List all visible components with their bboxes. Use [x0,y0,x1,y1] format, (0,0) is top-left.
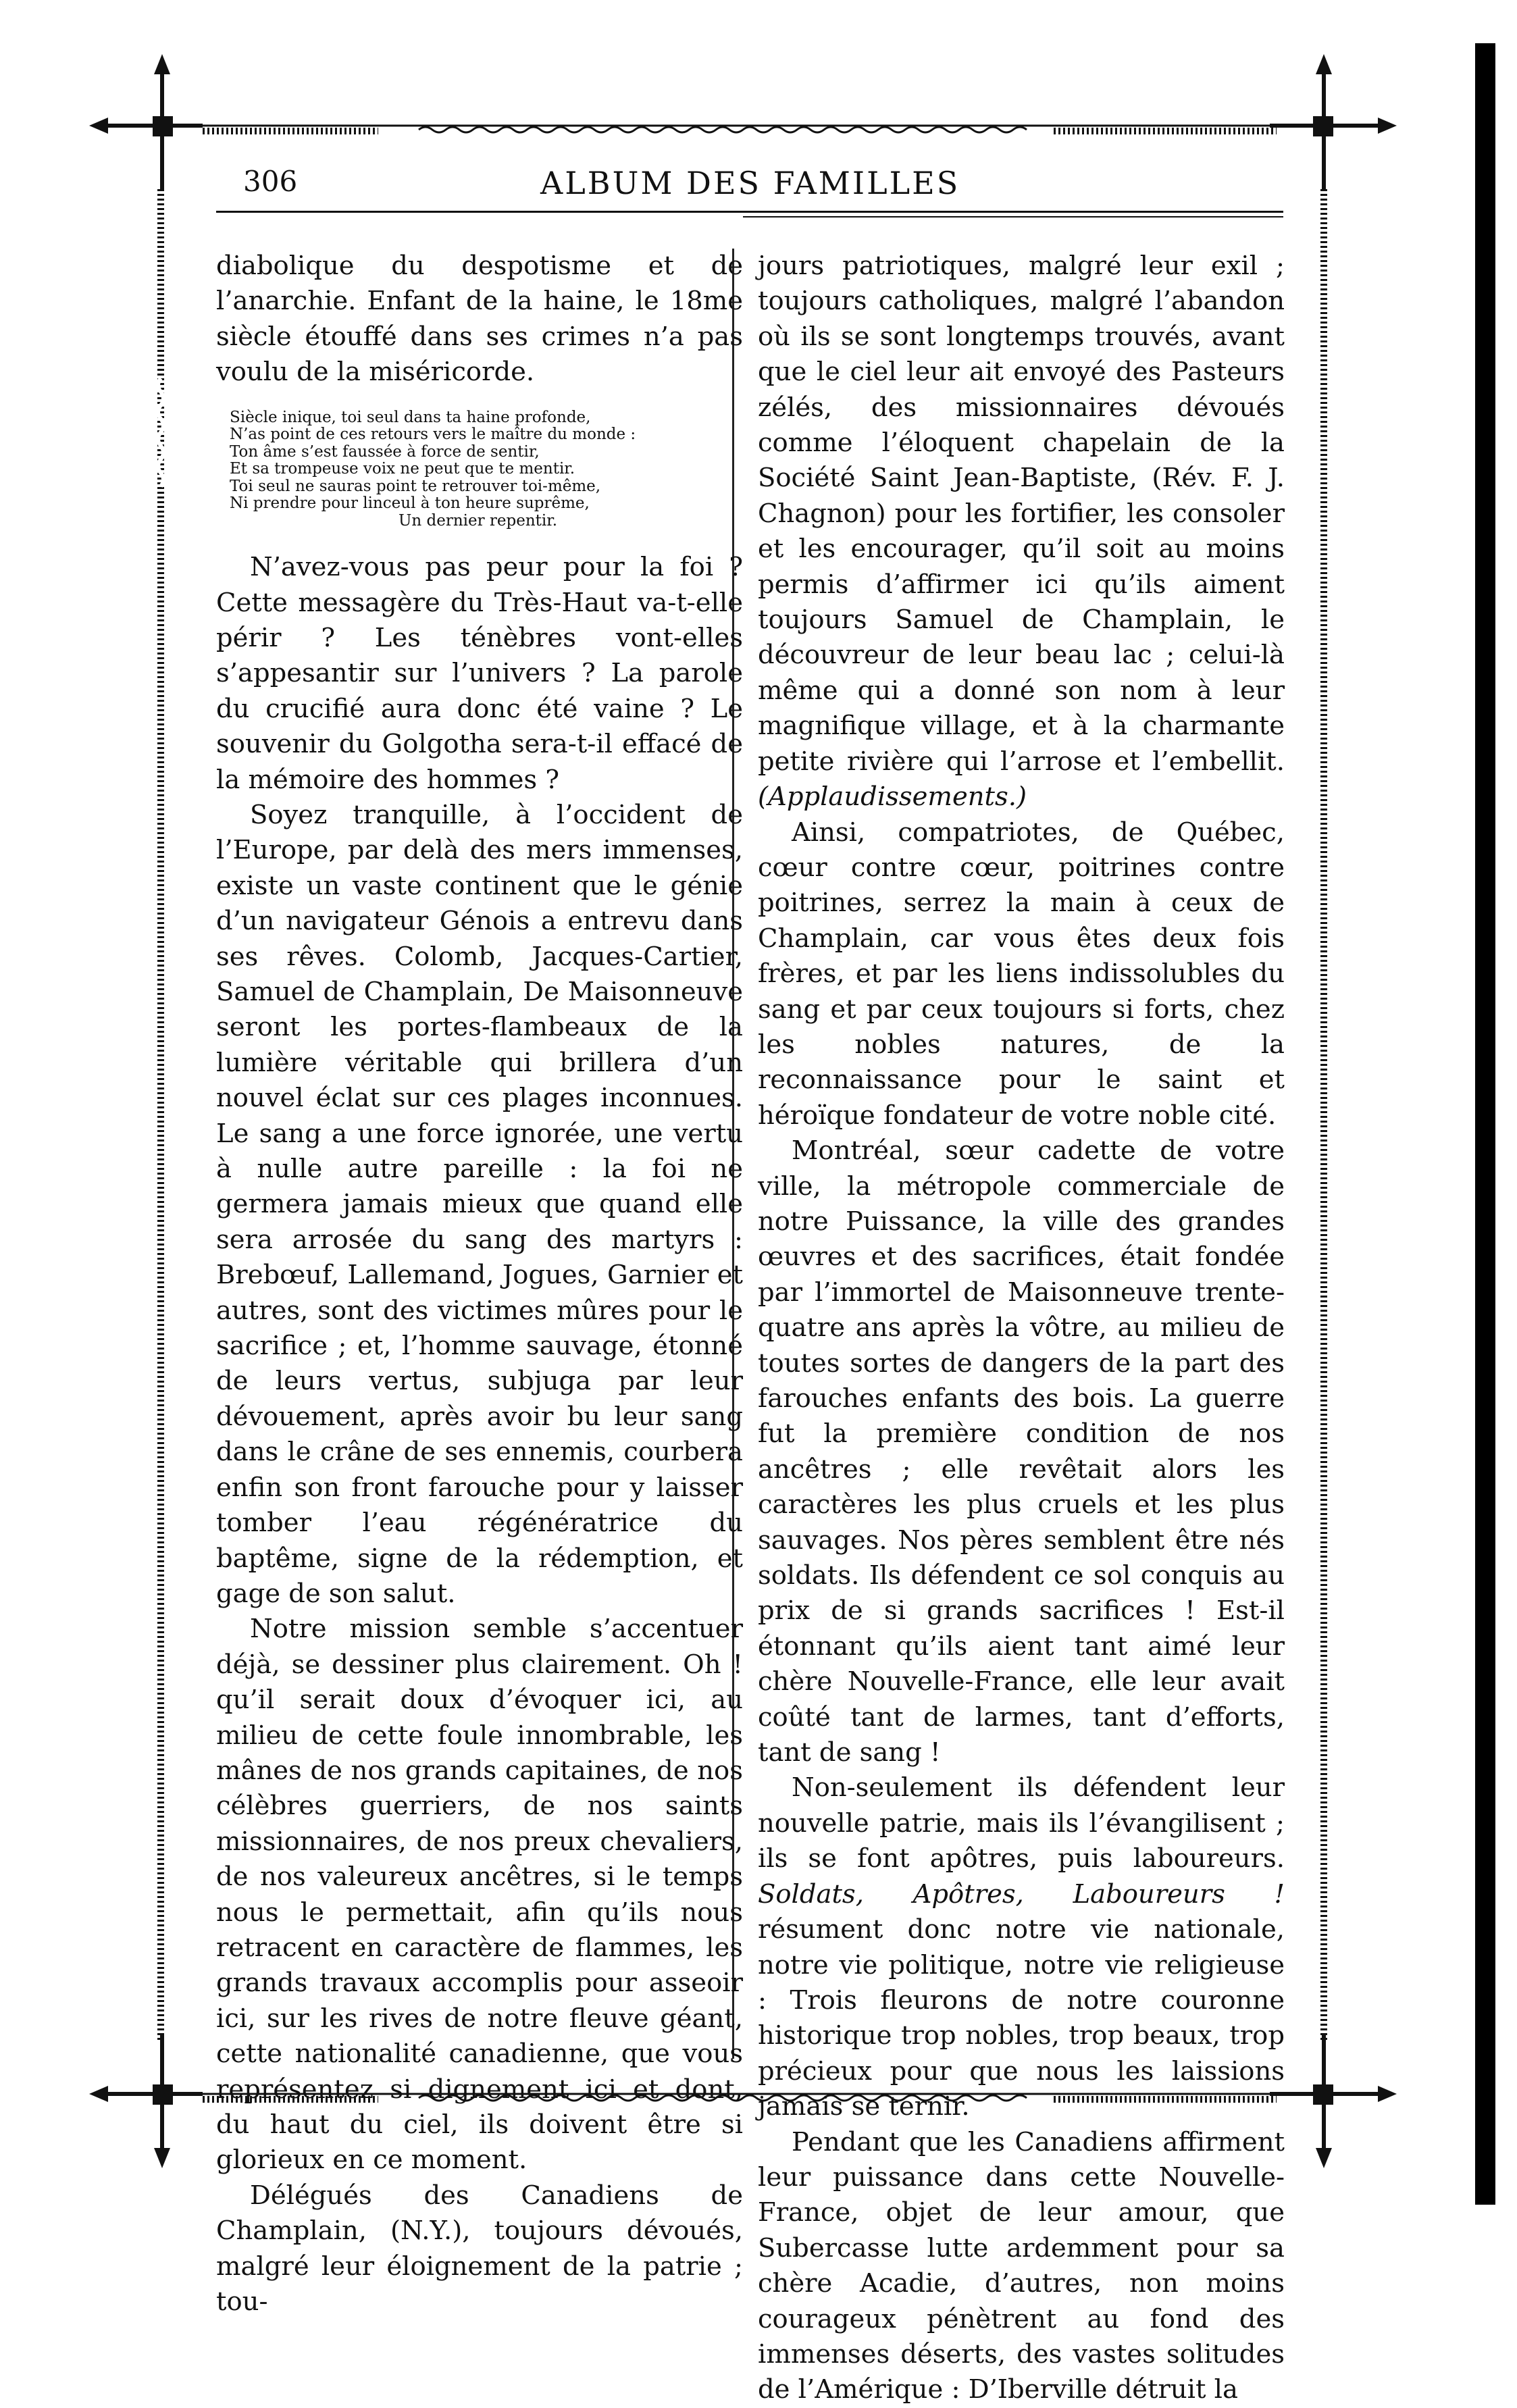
paragraph: diabolique du despotisme et de l’anarchie. Enfant de la haine, le 18me siècle étouffé dans ses crimes n’a pas voulu de la miséricorde. [216,251,743,388]
applause-note: (Applaudissements.) [758,782,1027,813]
paragraph: Ainsi, compatriotes, de Québec, cœur contre cœur, poitrines contre poitrines, serrez la main à ceux de Champlain, car vous êtes deux fois frères, et par les liens indissolubles du sang et par ceux toujours si forts, chez les nobles natures, de la reconnaissance pour le saint et héroïque fondateur de votre noble cité. [758,817,1285,1131]
right-column [758,249,1285,2408]
poem-line: Siècle inique, toi seul dans ta haine profonde, [230,408,591,426]
header-rule [216,211,1283,213]
paragraph: Pendant que les Canadiens affirment leur puissance dans cette Nouvelle-France, objet de leur amour, que Subercasse lutte ardemment pour sa chère Acadie, d’autres, non moins courageux pénètrent au fond des immenses déserts, des vastes solitudes de l’Amérique : D’Iberville détruit la [758,2126,1285,2405]
paragraph: Délégués des Canadiens de Champlain, (N.Y.), toujours dévoués, malgré leur éloignement de la patrie ; tou- [216,2180,743,2317]
top-left-cross-ornament [89,54,203,189]
poem-line: Un dernier repentir. [398,511,558,530]
page-header [243,165,1297,205]
paragraph-text: Non-seulement ils défendent leur nouvelle patrie, mais ils l’évangilisent ; ils se font apôtres, puis laboureurs. [758,1772,1285,1874]
header-rule-double [743,216,1283,217]
paragraph [758,1770,1285,2124]
paragraph: Montréal, sœur cadette de votre ville, la métropole commerciale de notre Puissance, la ville des grandes œuvres et des sacrifices, était fondée par l’immortel de Maisonneuve trente-quatre ans après la vôtre, au milieu de toutes sortes de dangers de la part des farouches enfants des bois. La guerre fut la première condition de nos ancêtres ; elle revêtait alors les caractères les plus cruels et les plus sauvages. Nos pères semblent être nés soldats. Ils défendent ce sol conquis au prix de si grands sacrifices ! Est-il étonnant qu’ils aient tant aimé leur chère Nouvelle-France, elle leur avait coûté tant de larmes, tant d’efforts, tant de sang ! [758,1135,1285,1768]
poem-line: N’as point de ces retours vers le maître du monde : [230,426,636,444]
paragraph: N’avez-vous pas peur pour la foi ? Cette messagère du Très-Haut va-t-elle périr ? Les ténèbres vont-elles s’appesantir sur l’univers ? La parole du crucifié aura donc été vaine ? Le souvenir du Golgotha sera-t-il effacé de la mémoire des hommes ? [216,552,743,795]
paragraph-text: jours patriotiques, malgré leur exil ; toujours catholiques, malgré l’abandon où ils se sont longtemps trouvés, avant que le ciel leur ait envoyé des Pasteurs zélés, des missionnaires dévoués comme l’éloquent chapelain de la Société Saint Jean-Baptiste, (Rév. F. J. Chagnon) pour les fortifier, les consoler et les encourager, qu’il soit au moins permis d’affirmer ici qu’ils aiment toujours Samuel de Champlain, le découvreur de leur beau lac ; celui-là même qui a donné son nom à leur magnifique village, et à la charmante petite rivière qui l’arrose et l’embellit. [758,251,1285,777]
bottom-left-cross-ornament [89,2033,203,2168]
poem-line: Toi seul ne sauras point te retrouver toi-même, [230,477,601,495]
page-number: 306 [243,165,298,198]
paragraph: Notre mission semble s’accentuer déjà, se dessiner plus clairement. Oh ! qu’il serait doux d’évoquer ici, au milieu de cette foule innombrable, les mânes de nos grands capitaines, de nos célèbres guerriers, de nos saints missionnaires, de nos preux chevaliers, de nos valeureux ancêtres, si le temps nous le permettait, afin qu’ils nous retracent en caractère de flammes, les grands travaux accomplis pour asseoir ici, sur les rives de notre fleuve géant, cette nationalité canadienne, que vous représentez si dignement ici et dont, du haut du ciel, ils doivent être si glorieux en ce moment. [216,1614,743,2176]
poem-line: Et sa trompeuse voix ne peut que te mentir. [230,460,575,478]
left-column [216,249,743,2320]
paragraph: Soyez tranquille, à l’occident de l’Europe, par delà des mers immenses, existe un vaste continent que le génie d’un navigateur Génois a entrevu dans ses rêves. Colomb, Jacques-Cartier, Samuel de Champlain, De Maisonneuve seront les portes-flambeaux de la lumière véritable qui brillera d’un nouvel éclat sur ces plages inconnues. Le sang a une force ignorée, une vertu à nulle autre pareille : la foi ne germera jamais mieux que quand elle sera arrosée du sang des martyrs : Brebœuf, Lallemand, Jogues, Garnier et autres, sont des victimes mûres pour le sacrifice ; et, l’homme sauvage, étonné de leurs vertus, subjuga par leur dévouement, après avoir bu leur sang dans le crâne de ses ennemis, courbera enfin son front farouche pour y laisser tomber l’eau régénératrice du baptême, signe de la rédemption, et gage de son salut. [216,799,743,1609]
bottom-right-cross-ornament [1270,2033,1397,2168]
poem-line: Ni prendre pour linceul à ton heure suprême, [230,494,590,513]
motto-italic: Soldats, Apôtres, Laboureurs ! [758,1878,1285,1910]
poem-line: Ton âme s’est faussée à force de sentir, [230,442,540,461]
poem-quote [230,409,743,530]
paragraph-text: résument donc notre vie nationale, notre vie politique, notre vie religieuse : Trois fleurons de notre couronne historique trop nobles, trop beaux, trop précieux pour que nous les laissions jamais se ternir. [758,1914,1285,2122]
running-title: ALBUM DES FAMILLES [540,165,960,201]
paragraph [758,249,1285,815]
